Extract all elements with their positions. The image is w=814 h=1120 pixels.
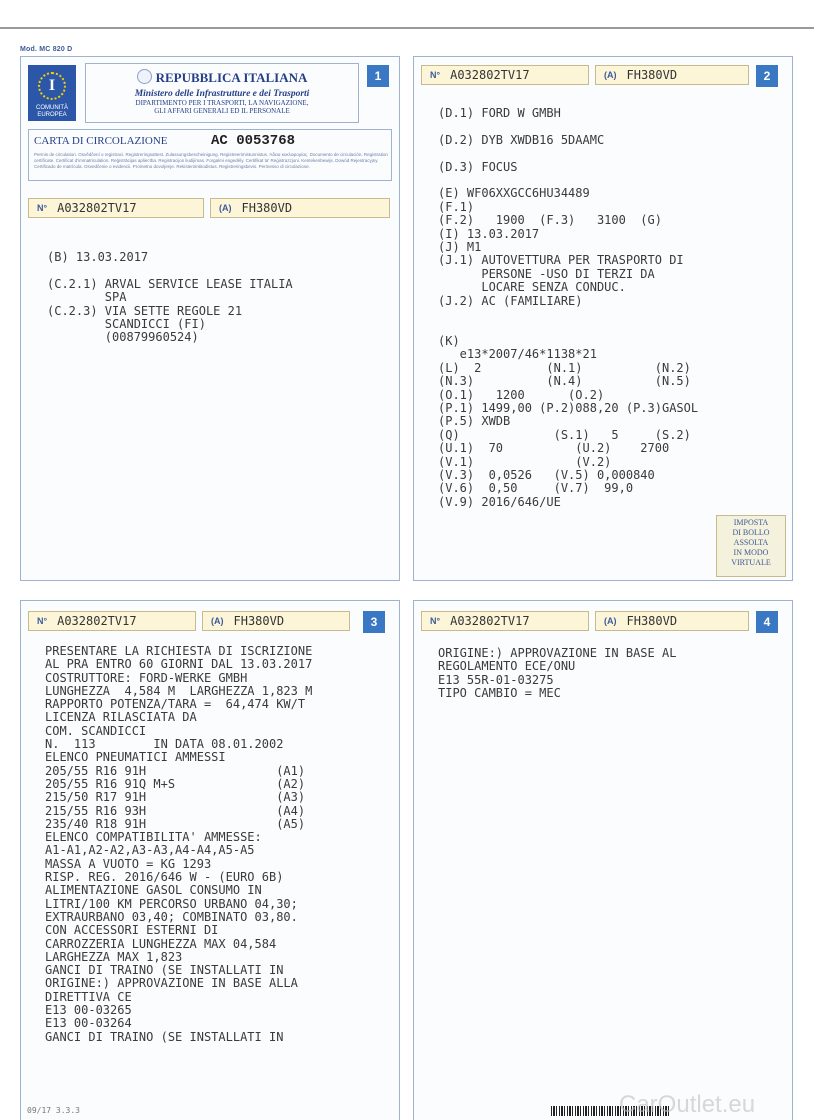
panel-2 <box>413 56 793 581</box>
a-label: (A) <box>604 616 617 626</box>
issuer-header <box>85 63 359 123</box>
document-id-value: A032802TV17 <box>57 614 137 628</box>
watermark-text: CarOutlet.eu <box>619 1091 756 1118</box>
document-title-box <box>28 129 392 181</box>
eu-flag <box>28 65 76 121</box>
panel-4-body: ORIGINE:) APPROVAZIONE IN BASE AL REGOLAMENTO ECE/ONU E13 55R-01-03275 TIPO CAMBIO = MEC <box>438 646 677 701</box>
top-divider-line <box>0 27 814 29</box>
republic-text: REPUBBLICA ITALIANA <box>155 70 308 85</box>
document-id-field <box>28 198 204 218</box>
multilingual-title-strip: Permis de circulation. Osvědčení o registraci. Registreringsattest. Zulassungsbescheinigung. Registreerimistunnistus. Άδεια κυκλοφορίας. Documento de circulación. Registration certificate. Certificat d'immatriculation. Reģistrācijas apliecība. Registracijos liudijimas. Forgalmi engedély. Certifikat ta' Reġistrazzjoni. Kentekenbewijs. Dowód Rejestracyjny. Certificado de matrícula. Osvedčenie o evidencii. Prometno dovoljenje. Rekisteröintitodistus. Registreringsbevis. Permesso di circolazione. <box>34 152 388 169</box>
form-code: 09/17 3.3.3 <box>27 1106 80 1115</box>
panel-2-body: (D.1) FORD W GMBH (D.2) DYB XWDB16 5DAAMC (D.3) FOCUS (E) WF06XXGCC6HU34489 (F.1) (F.2) 1900 (F.3) 3100 (G) (I) 13.03.2017 (J) M1 (J.1) AUTOVETTURA PER TRASPORTO DI PERSONE -USO DI TERZI DA LOCARE SENZA CONDUC. (J.2) AC (FAMILIARE) (K) e13*2007/46*1138*21 (L) 2 (N.1) (N.2) (N.3) (N.4) (N.5) (O.1) 1200 (O.2) (P.1) 1499,00 (P.2)088,20 (P.3)GASOL (P.5) XWDB (Q) (S.1) 5 (S.2) (U.1) 70 (U.2) 2700 (V.1) (V.2) (V.3) 0,0526 (V.5) 0,000840 (V.6) 0,50 (V.7) 99,0 (V.9) 2016/646/UE <box>438 106 699 509</box>
panel-number-badge: 1 <box>367 65 389 87</box>
document-id-value: A032802TV17 <box>450 68 530 82</box>
id-row <box>28 611 350 631</box>
document-id-field <box>421 65 589 85</box>
panel-4 <box>413 600 793 1120</box>
document-id-field <box>28 611 196 631</box>
plate-value: FH380VD <box>233 614 285 628</box>
tax-stamp: IMPOSTA DI BOLLO ASSOLTA IN MODO VIRTUALE <box>716 515 786 577</box>
panel-3 <box>20 600 400 1120</box>
panel-1-body: (B) 13.03.2017 (C.2.1) ARVAL SERVICE LEASE ITALIA SPA (C.2.3) VIA SETTE REGOLE 21 SCANDICCI (FI) (00879960524) <box>47 250 293 345</box>
n-label: N° <box>37 203 48 213</box>
id-row <box>28 198 390 218</box>
panel-1 <box>20 56 400 581</box>
panel-number-badge: 3 <box>363 611 385 633</box>
republic-title <box>86 69 358 86</box>
republic-emblem-icon <box>137 69 152 84</box>
document-id-value: A032802TV17 <box>450 614 530 628</box>
n-label: N° <box>430 70 441 80</box>
panel-number-badge: 2 <box>756 65 778 87</box>
id-row <box>421 611 749 631</box>
plate-field <box>595 65 749 85</box>
model-code: Mod. MC 820 D <box>20 46 73 53</box>
plate-field <box>202 611 350 631</box>
plate-field <box>595 611 749 631</box>
plate-field <box>210 198 390 218</box>
a-label: (A) <box>211 616 224 626</box>
n-label: N° <box>430 616 441 626</box>
document-id-field <box>421 611 589 631</box>
department-name: DIPARTIMENTO PER I TRASPORTI, LA NAVIGAZIONE, GLI AFFARI GENERALI ED IL PERSONALE <box>135 99 309 115</box>
id-row <box>421 65 749 85</box>
country-letter: I <box>48 77 56 94</box>
document-id-value: A032802TV17 <box>57 201 137 215</box>
plate-value: FH380VD <box>241 201 293 215</box>
document-number: AC 0053768 <box>211 133 296 149</box>
a-label: (A) <box>604 70 617 80</box>
plate-value: FH380VD <box>626 68 678 82</box>
plate-value: FH380VD <box>626 614 678 628</box>
eu-label: COMUNITÀ EUROPEA <box>36 105 68 118</box>
panel-number-badge: 4 <box>756 611 778 633</box>
document-title: CARTA DI CIRCOLAZIONE <box>34 135 168 147</box>
n-label: N° <box>37 616 48 626</box>
a-label: (A) <box>219 203 232 213</box>
panel-3-body: PRESENTARE LA RICHIESTA DI ISCRIZIONE AL PRA ENTRO 60 GIORNI DAL 13.03.2017 COSTRUTTORE: FORD-WERKE GMBH LUNGHEZZA 4,584 M LARGHEZZA 1,823 M RAPPORTO POTENZA/TARA = 64,474 KW/T LICENZA RILASCIATA DA COM. SCANDICCI N. 113 IN DATA 08.01.2002 ELENCO PNEUMATICI AMMESSI 205/55 R16 91H (A1) 205/55 R16 91Q M+S (A2) 215/50 R17 91H (A3) 215/55 R16 93H (A4) 235/40 R18 91H (A5) ELENCO COMPATIBILITA' AMMESSE: A1-A1,A2-A2,A3-A3,A4-A4,A5-A5 MASSA A VUOTO = KG 1293 RISP. REG. 2016/646 W - (EURO 6B) ALIMENTAZIONE GASOL CONSUMO IN LITRI/100 KM PERCORSO URBANO 04,30; EXTRAURBANO 03,40; COMBINATO 03,80. CON ACCESSORI ESTERNI DI CARROZZERIA LUNGHEZZA MAX 04,584 LARGHEZZA MAX 1,823 GANCI DI TRAINO (SE INSTALLATI IN ORIGINE:) APPROVAZIONE IN BASE ALLA DIRETTIVA CE E13 00-03265 E13 00-03264 GANCI DI TRAINO (SE INSTALLATI IN <box>45 644 313 1044</box>
ministry-name: Ministero delle Infrastrutture e dei Trasporti <box>134 89 310 99</box>
